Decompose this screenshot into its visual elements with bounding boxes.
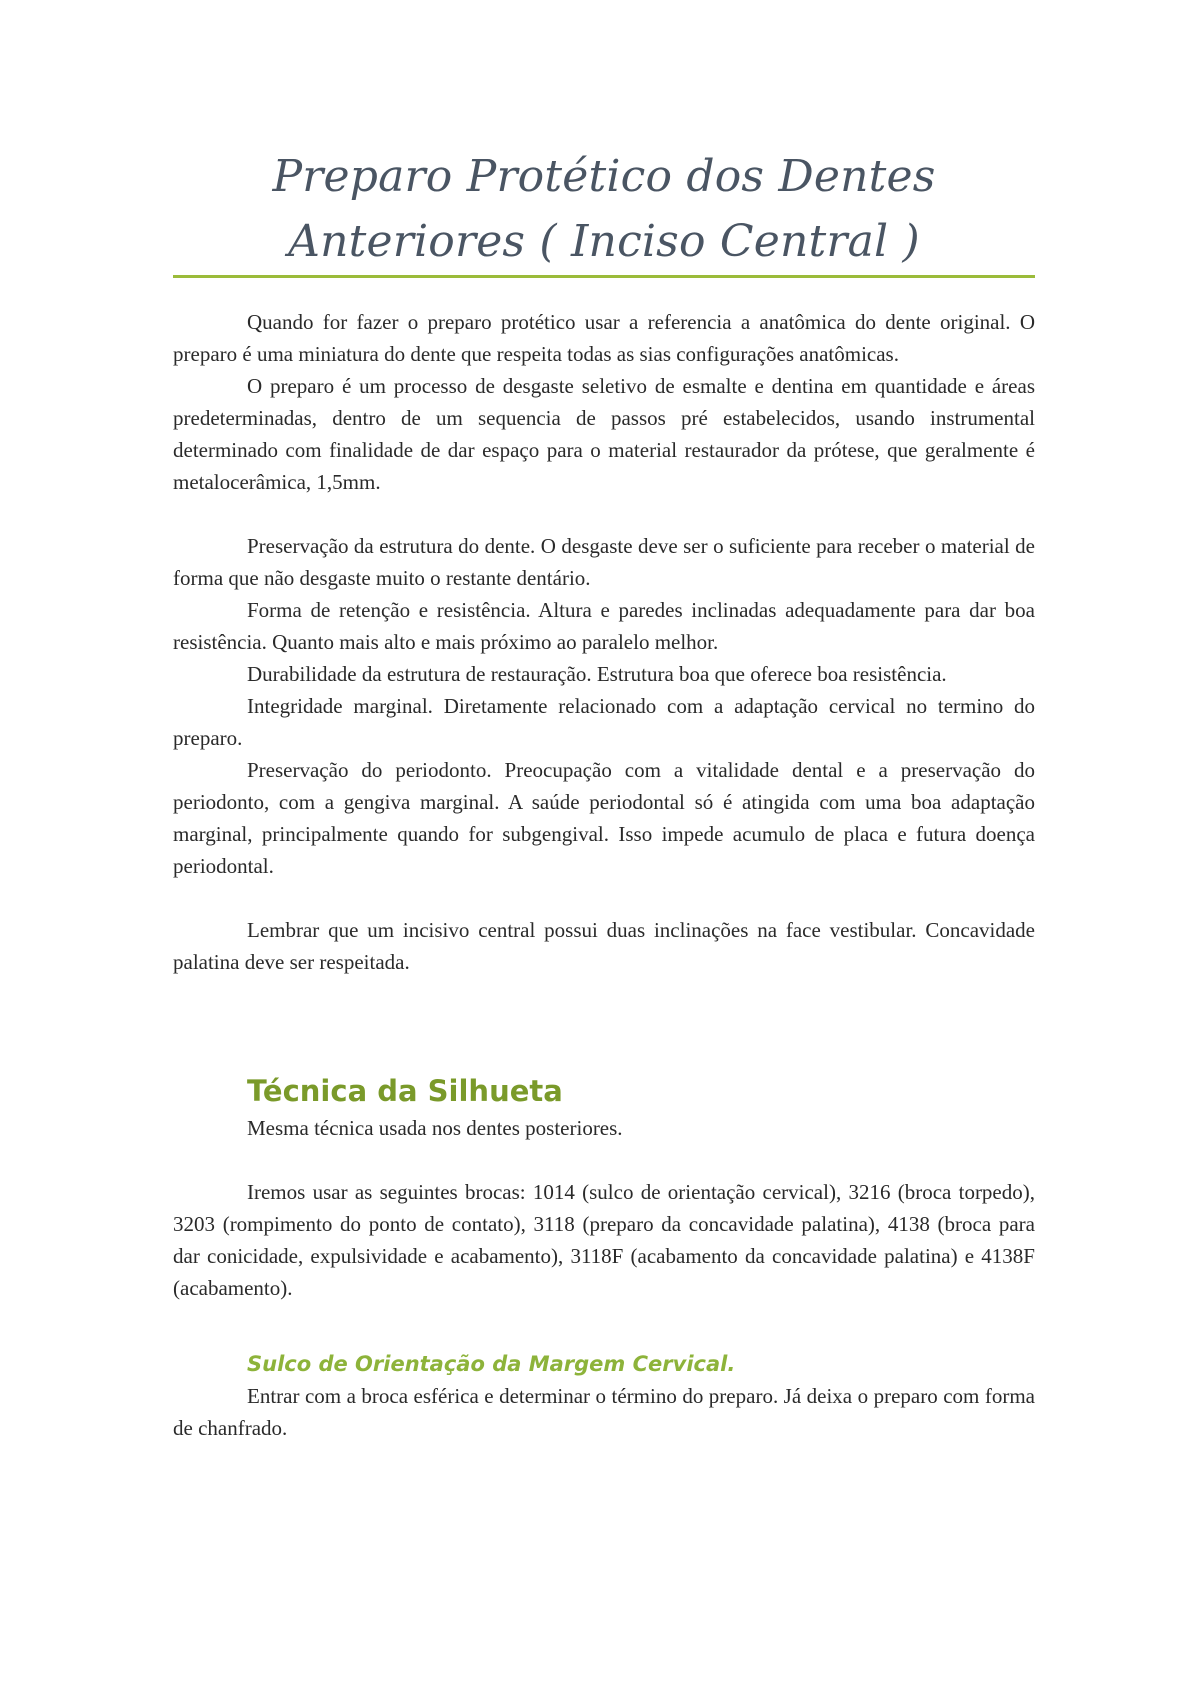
principle-durability: Durabilidade da estrutura de restauração. Estrutura boa que oferece boa resistência. [247, 662, 947, 686]
section-spacer [173, 978, 1035, 1070]
title-line-1: Preparo Protético dos Dentes [272, 151, 936, 202]
paragraph-spacer [173, 498, 1035, 530]
intro-paragraph-1: Quando for fazer o preparo protético usar a referencia a anatômica do dente original. O preparo é uma miniatura do dente que respeita todas as sias configurações anatômicas. [173, 310, 1035, 366]
paragraph-spacer [173, 882, 1035, 914]
sulco-paragraph-1: Entrar com a broca esférica e determinar o término do preparo. Já deixa o preparo com forma de chanfrado. [173, 1384, 1035, 1440]
principle-periodontium: Preservação do periodonto. Preocupação com a vitalidade dental e a preservação do periodonto, com a gengiva marginal. A saúde periodontal só é atingida com uma boa adaptação marginal, principalmente quando for subgengival. Isso impede acumulo de placa e futura doença periodontal. [173, 758, 1035, 878]
title-underline-rule [173, 275, 1035, 278]
principle-preservation-tooth: Preservação da estrutura do dente. O desgaste deve ser o suficiente para receber o material de forma que não desgaste muito o restante dentário. [173, 534, 1035, 590]
subheading-sulco-orientacao: Sulco de Orientação da Margem Cervical. [247, 1352, 736, 1376]
intro-paragraph-2: O preparo é um processo de desgaste seletivo de esmalte e dentina em quantidade e áreas predeterminadas, dentro de um sequencia de passos pré estabelecidos, usando instrumental determinado com finalidade de dar espaço para o material restaurador da prótese, que geralmente é metalocerâmica, 1,5mm. [173, 374, 1035, 494]
section-heading-silhueta: Técnica da Silhueta [247, 1074, 563, 1108]
section-spacer [173, 1304, 1035, 1348]
silhueta-paragraph-burs: Iremos usar as seguintes brocas: 1014 (sulco de orientação cervical), 3216 (broca torpedo), 3203 (rompimento do ponto de contato), 3118 (preparo da concavidade palatina), 4138 (broca para dar conicidade, expulsividade e acabamento), 3118F (acabamento da concavidade palatina) e 4138F (acabamento). [173, 1180, 1035, 1300]
principle-retention-resistance: Forma de retenção e resistência. Altura e paredes inclinadas adequadamente para dar boa resistência. Quanto mais alto e mais próximo ao paralelo melhor. [173, 598, 1035, 654]
principle-marginal-integrity: Integridade marginal. Diretamente relacionado com a adaptação cervical no termino do preparo. [173, 694, 1035, 750]
title-line-2: Anteriores ( Inciso Central ) [288, 216, 920, 267]
paragraph-spacer [173, 1144, 1035, 1176]
page-title [173, 144, 1035, 274]
silhueta-paragraph-1: Mesma técnica usada nos dentes posteriores. [247, 1116, 623, 1140]
reminder-paragraph: Lembrar que um incisivo central possui duas inclinações na face vestibular. Concavidade palatina deve ser respeitada. [173, 918, 1035, 974]
document-body [173, 306, 1035, 1444]
